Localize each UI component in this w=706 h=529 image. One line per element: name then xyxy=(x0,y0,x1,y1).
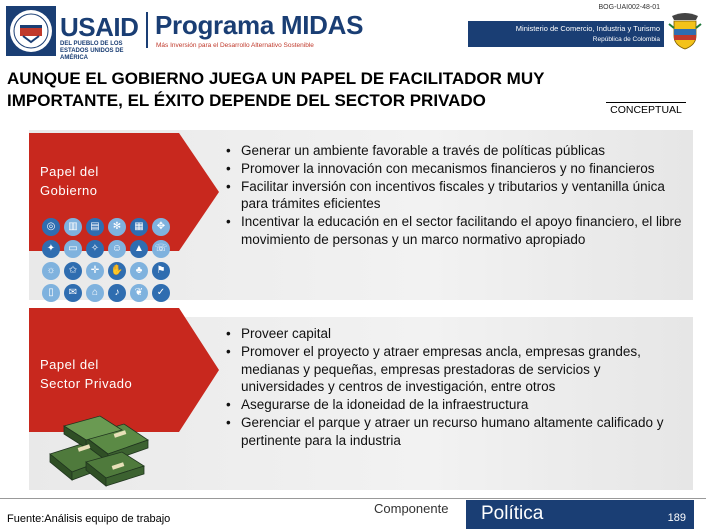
slide-title-line-1: AUNQUE EL GOBIERNO JUEGA UN PAPEL DE FACILITADOR MUY xyxy=(7,69,545,88)
republic-name: República de Colombia xyxy=(592,36,660,43)
component-label: Componente xyxy=(374,501,449,516)
page-number: 189 xyxy=(667,512,686,524)
usaid-seal-icon xyxy=(6,6,56,56)
industry-icon: ▲ xyxy=(130,240,148,258)
network-icon: ✥ xyxy=(152,218,170,236)
government-bullet-list xyxy=(224,142,684,249)
private-role-label-line-2: Sector Privado xyxy=(40,376,133,391)
government-bullet: • Generar un ambiente favorable a través de políticas públicas xyxy=(224,142,684,160)
tree-icon: ♣ xyxy=(130,262,148,280)
mail-icon: ✉ xyxy=(64,284,82,302)
program-name: Programa MIDAS xyxy=(155,10,364,40)
check-icon: ✓ xyxy=(152,284,170,302)
computer-icon: ▭ xyxy=(64,240,82,258)
home-icon: ⌂ xyxy=(86,284,104,302)
colombia-coat-of-arms-icon xyxy=(668,12,702,50)
header-divider xyxy=(146,12,148,48)
chart-icon: ▥ xyxy=(64,218,82,236)
source-note: Fuente:Análisis equipo de trabajo xyxy=(7,513,171,525)
book-icon: ▯ xyxy=(42,284,60,302)
private-bullet-list xyxy=(224,325,684,450)
money-stack-icon xyxy=(40,406,160,492)
private-role-label xyxy=(40,355,132,393)
globe-icon: ◎ xyxy=(42,218,60,236)
building-icon: ▦ xyxy=(130,218,148,236)
government-bullet: • Incentivar la educación en el sector facilitando el apoyo financiero, el libre movimiento de personas y un marco normativo apropiado xyxy=(224,213,684,249)
government-role-label-line-1: Papel del xyxy=(40,164,99,179)
private-bullet: • Promover el proyecto y atraer empresas ancla, empresas grandes, medianas y pequeñas, empresas prestadoras de servicios y universidades y centros de investigación, entre otros xyxy=(224,343,684,396)
private-bullet: • Asegurarse de la idoneidad de la infraestructura xyxy=(224,396,684,414)
usaid-wordmark: USAID xyxy=(60,12,139,42)
gear-icon: ✻ xyxy=(108,218,126,236)
government-role-label xyxy=(40,162,99,200)
usaid-tagline: DEL PUEBLO DE LOS ESTADOS UNIDOS DE AMÉRICA xyxy=(60,41,124,61)
lightbulb-icon: ✧ xyxy=(86,240,104,258)
document-code: BOG-UAI002-48-01 xyxy=(598,4,660,11)
footer-divider xyxy=(0,498,706,499)
program-tagline: Más Inversión para el Desarrollo Alternativo Sostenible xyxy=(156,42,314,49)
header xyxy=(0,0,706,62)
star-icon: ✩ xyxy=(64,262,82,280)
people-icon: ☺ xyxy=(108,240,126,258)
hands-icon: ✋ xyxy=(108,262,126,280)
satellite-icon: ✦ xyxy=(42,240,60,258)
slide-title-line-2: IMPORTANTE, EL ÉXITO DEPENDE DEL SECTOR PRIVADO xyxy=(7,91,486,110)
slide-title xyxy=(7,68,607,112)
private-role-label-line-1: Papel del xyxy=(40,357,99,372)
private-bullet: • Gerenciar el parque y atraer un recurso humano altamente calificado y pertinente para la industria xyxy=(224,414,684,450)
compass-icon: ✛ xyxy=(86,262,104,280)
ministry-name: Ministerio de Comercio, Industria y Turismo xyxy=(515,24,660,33)
sun-icon: ☼ xyxy=(42,262,60,280)
government-icon-grid xyxy=(42,218,172,302)
flag-icon: ⚑ xyxy=(152,262,170,280)
leaf-icon: ❦ xyxy=(130,284,148,302)
document-icon: ▤ xyxy=(86,218,104,236)
phone-icon: ☏ xyxy=(152,240,170,258)
government-bullet: • Facilitar inversión con incentivos fiscales y tributarios y ventanilla única para trámites eficientes xyxy=(224,178,684,214)
government-role-label-line-2: Gobierno xyxy=(40,183,98,198)
music-icon: ♪ xyxy=(108,284,126,302)
private-bullet: • Proveer capital xyxy=(224,325,684,343)
component-value: Política xyxy=(481,503,544,524)
government-bullet: • Promover la innovación con mecanismos financieros y no financieros xyxy=(224,160,684,178)
conceptual-tag: CONCEPTUAL xyxy=(606,102,686,116)
